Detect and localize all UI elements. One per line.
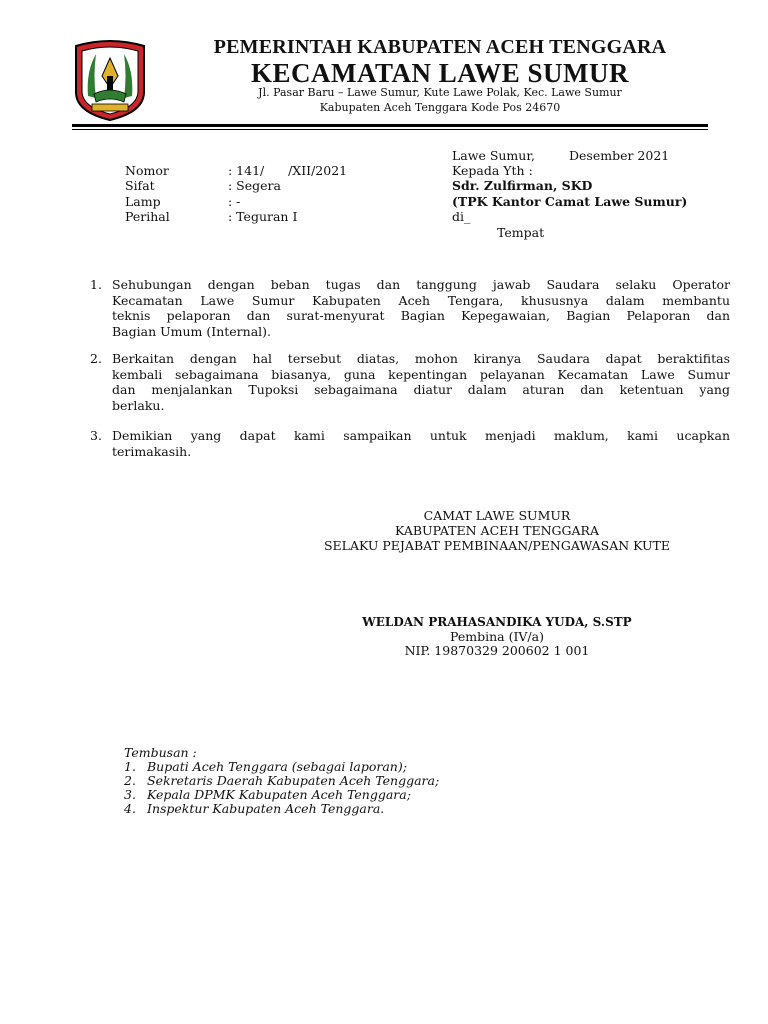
tembusan-item: Sekretaris Daerah Kabupaten Aceh Tenggara; — [147, 773, 440, 788]
perihal-label: Perihal — [125, 209, 170, 224]
letterhead-address: Jl. Pasar Baru – Lawe Sumur, Kute Lawe Polak, Kec. Lawe Sumur — [258, 86, 622, 99]
tembusan-item: Bupati Aceh Tenggara (sebagai laporan); — [147, 759, 407, 774]
nomor-value: : 141/ /XII/2021 — [228, 163, 348, 178]
tembusan-item-number: 3. — [124, 787, 136, 802]
paragraph-line: kembali sebagaimana biasanya, guna kepentingan pelayanan Kecamatan Lawe Sumur — [112, 366, 730, 382]
paragraph-line: Bagian Umum (Internal). — [112, 323, 271, 339]
paragraph-line: Demikian yang dapat kami sampaikan untuk menjadi maklum, kami ucapkan — [112, 428, 730, 443]
letterhead-government: PEMERINTAH KABUPATEN ACEH TENGGARA — [213, 36, 667, 58]
paragraph-number: 1. — [90, 277, 102, 292]
tembusan-item-number: 4. — [124, 801, 136, 816]
paragraph-line: Sehubungan dengan beban tugas dan tanggung jawab Saudara selaku Operator — [112, 277, 730, 292]
signature-title-2: KABUPATEN ACEH TENGGARA — [395, 523, 599, 538]
tembusan-item-number: 1. — [124, 759, 136, 774]
paragraph-number: 3. — [90, 428, 102, 443]
recipient-di: di_ — [452, 209, 471, 224]
signatory-rank: Pembina (IV/a) — [450, 629, 544, 644]
paragraph-line: Kecamatan Lawe Sumur Kabupaten Aceh Tengara, khususnya dalam membantu — [112, 292, 730, 308]
signature-title-3: SELAKU PEJABAT PEMBINAAN/PENGAWASAN KUTE — [323, 538, 671, 553]
perihal-value: : Teguran I — [228, 209, 298, 224]
letterhead-postal: Kabupaten Aceh Tenggara Kode Pos 24670 — [319, 101, 561, 114]
paragraph-line: berlaku. — [112, 397, 165, 413]
paragraph-line: terimakasih. — [112, 443, 192, 459]
signatory-nip: NIP. 19870329 200602 1 001 — [404, 643, 590, 658]
regency-emblem-icon — [66, 36, 154, 122]
signatory-name: WELDAN PRAHASANDIKA YUDA, S.STP — [362, 615, 632, 629]
recipient-position: (TPK Kantor Camat Lawe Sumur) — [452, 194, 688, 209]
paragraph-line: dan menjalankan Tupoksi sebagaimana diatur dalam aturan dan ketentuan yang — [112, 382, 730, 397]
lamp-label: Lamp — [125, 194, 161, 209]
letter-date: Desember 2021 — [569, 148, 670, 163]
signature-title-1: CAMAT LAWE SUMUR — [423, 508, 571, 523]
nomor-label: Nomor — [125, 163, 169, 178]
paragraph-number: 2. — [90, 351, 102, 366]
paragraph-line: Berkaitan dengan hal tersebut diatas, mohon kiranya Saudara dapat beraktifitas — [112, 351, 730, 366]
sifat-value: : Segera — [228, 178, 281, 193]
tembusan-item: Kepala DPMK Kabupaten Aceh Tenggara; — [147, 787, 411, 802]
recipient-name: Sdr. Zulfirman, SKD — [452, 178, 593, 193]
letterhead-rule-thick — [72, 124, 708, 127]
paragraph-line: teknis pelaporan dan surat-menyurat Bagian Kepegawaian, Bagian Pelaporan dan — [112, 308, 730, 323]
tembusan-item: Inspektur Kabupaten Aceh Tenggara. — [147, 801, 385, 816]
recipient-tempat: Tempat — [497, 225, 545, 240]
letterhead-rule-thin — [72, 129, 708, 130]
tembusan-label: Tembusan : — [124, 745, 197, 760]
sifat-label: Sifat — [125, 178, 155, 193]
letter-place: Lawe Sumur, — [452, 148, 535, 163]
letterhead-district: KECAMATAN LAWE SUMUR — [250, 58, 629, 88]
tembusan-item-number: 2. — [124, 773, 136, 788]
lamp-value: : - — [228, 194, 241, 209]
kepada-label: Kepada Yth : — [452, 163, 533, 178]
